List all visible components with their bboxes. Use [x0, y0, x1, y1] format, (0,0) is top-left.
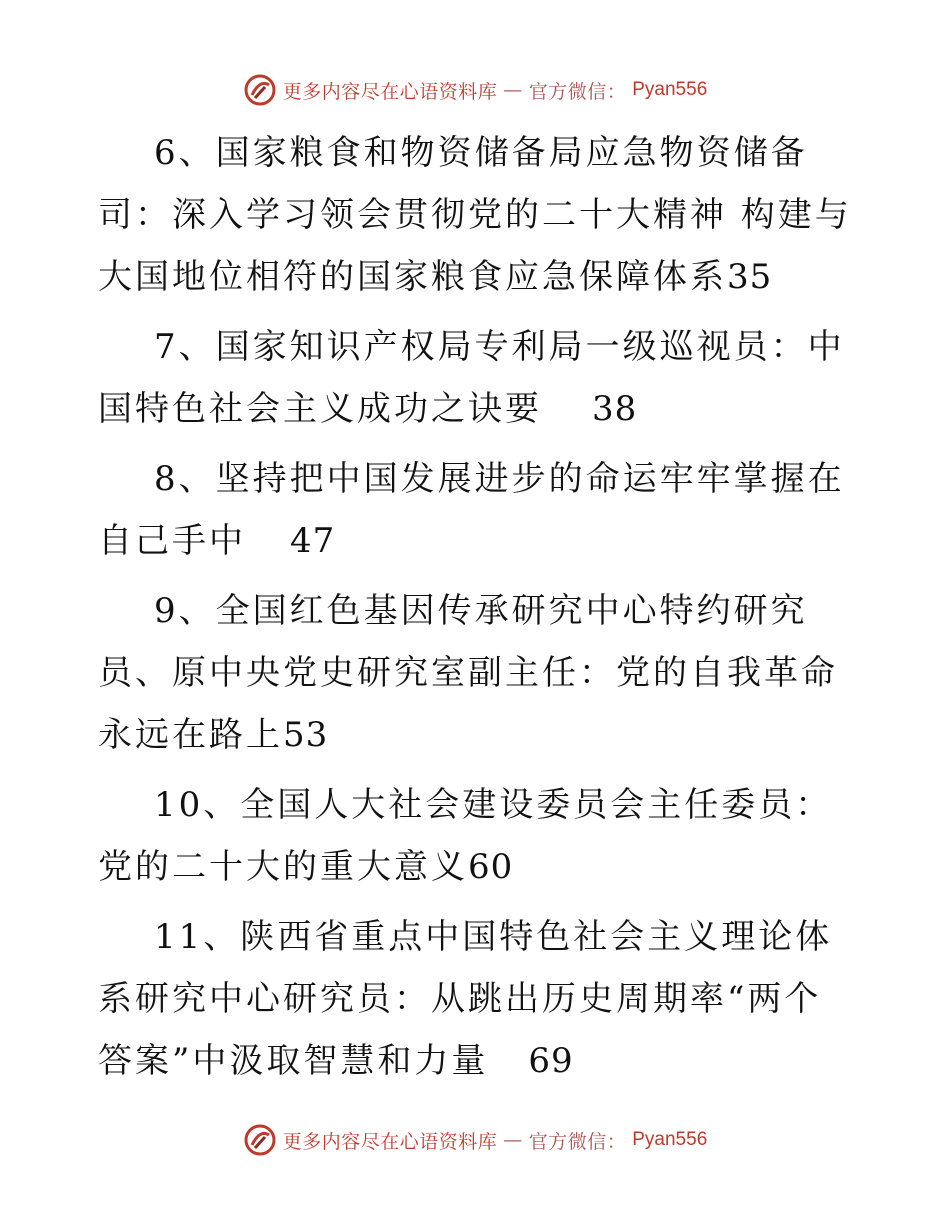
toc-entry-title: 11、陕西省重点中国特色社会主义理论体系研究中心研究员：从跳出历史周期率“两个答案”中汲取智慧和力量 — [98, 917, 833, 1081]
toc-entry[interactable] — [98, 774, 858, 898]
toc-entry-page: 69 — [528, 1041, 574, 1081]
toc-entry-title: 8、坚持把中国发展进步的命运牢牢掌握在自己手中 — [98, 459, 845, 561]
toc-entry[interactable] — [98, 122, 858, 308]
watermark-id: Pyan556 — [632, 79, 708, 100]
toc-entry[interactable] — [98, 580, 858, 766]
toc-entry-title: 6、国家粮食和物资储备局应急物资储备司：深入学习领会贯彻党的二十大精神 构建与大国地位相符的国家粮食应急保障体系 — [98, 133, 852, 297]
toc-entry[interactable] — [98, 316, 858, 440]
logo-icon — [243, 1123, 277, 1157]
toc-entry[interactable] — [98, 448, 858, 572]
watermark-title: 更多内容尽在心语资料库 — [282, 80, 498, 103]
watermark-id: Pyan556 — [632, 1129, 708, 1150]
toc-entry-page: 35 — [727, 257, 773, 297]
toc-entry-page: 47 — [290, 521, 336, 561]
watermark-subtitle: 官方微信： — [528, 1130, 627, 1153]
toc-entry[interactable] — [98, 906, 858, 1092]
watermark-subtitle: 官方微信： — [528, 80, 627, 103]
logo-icon — [243, 73, 277, 107]
watermark-title: 更多内容尽在心语资料库 — [282, 1130, 498, 1153]
toc-entry-title: 10、全国人大社会建设委员会主任委员：党的二十大的重大意义 — [98, 785, 833, 887]
toc-entry-page: 53 — [283, 715, 329, 755]
toc-entry-title: 9、全国红色基因传承研究中心特约研究员、原中央党史研究室副主任：党的自我革命永远在路上 — [98, 591, 838, 755]
toc-entry-page: 60 — [468, 847, 514, 887]
toc-list — [98, 122, 858, 1100]
header-watermark — [0, 70, 950, 110]
toc-entry-title: 7、国家知识产权局专利局一级巡视员：中国特色社会主义成功之诀要 — [98, 327, 845, 429]
footer-watermark — [0, 1120, 950, 1160]
watermark-dash: — — [503, 1129, 523, 1151]
watermark-dash: — — [503, 79, 523, 101]
toc-entry-page: 38 — [592, 389, 638, 429]
